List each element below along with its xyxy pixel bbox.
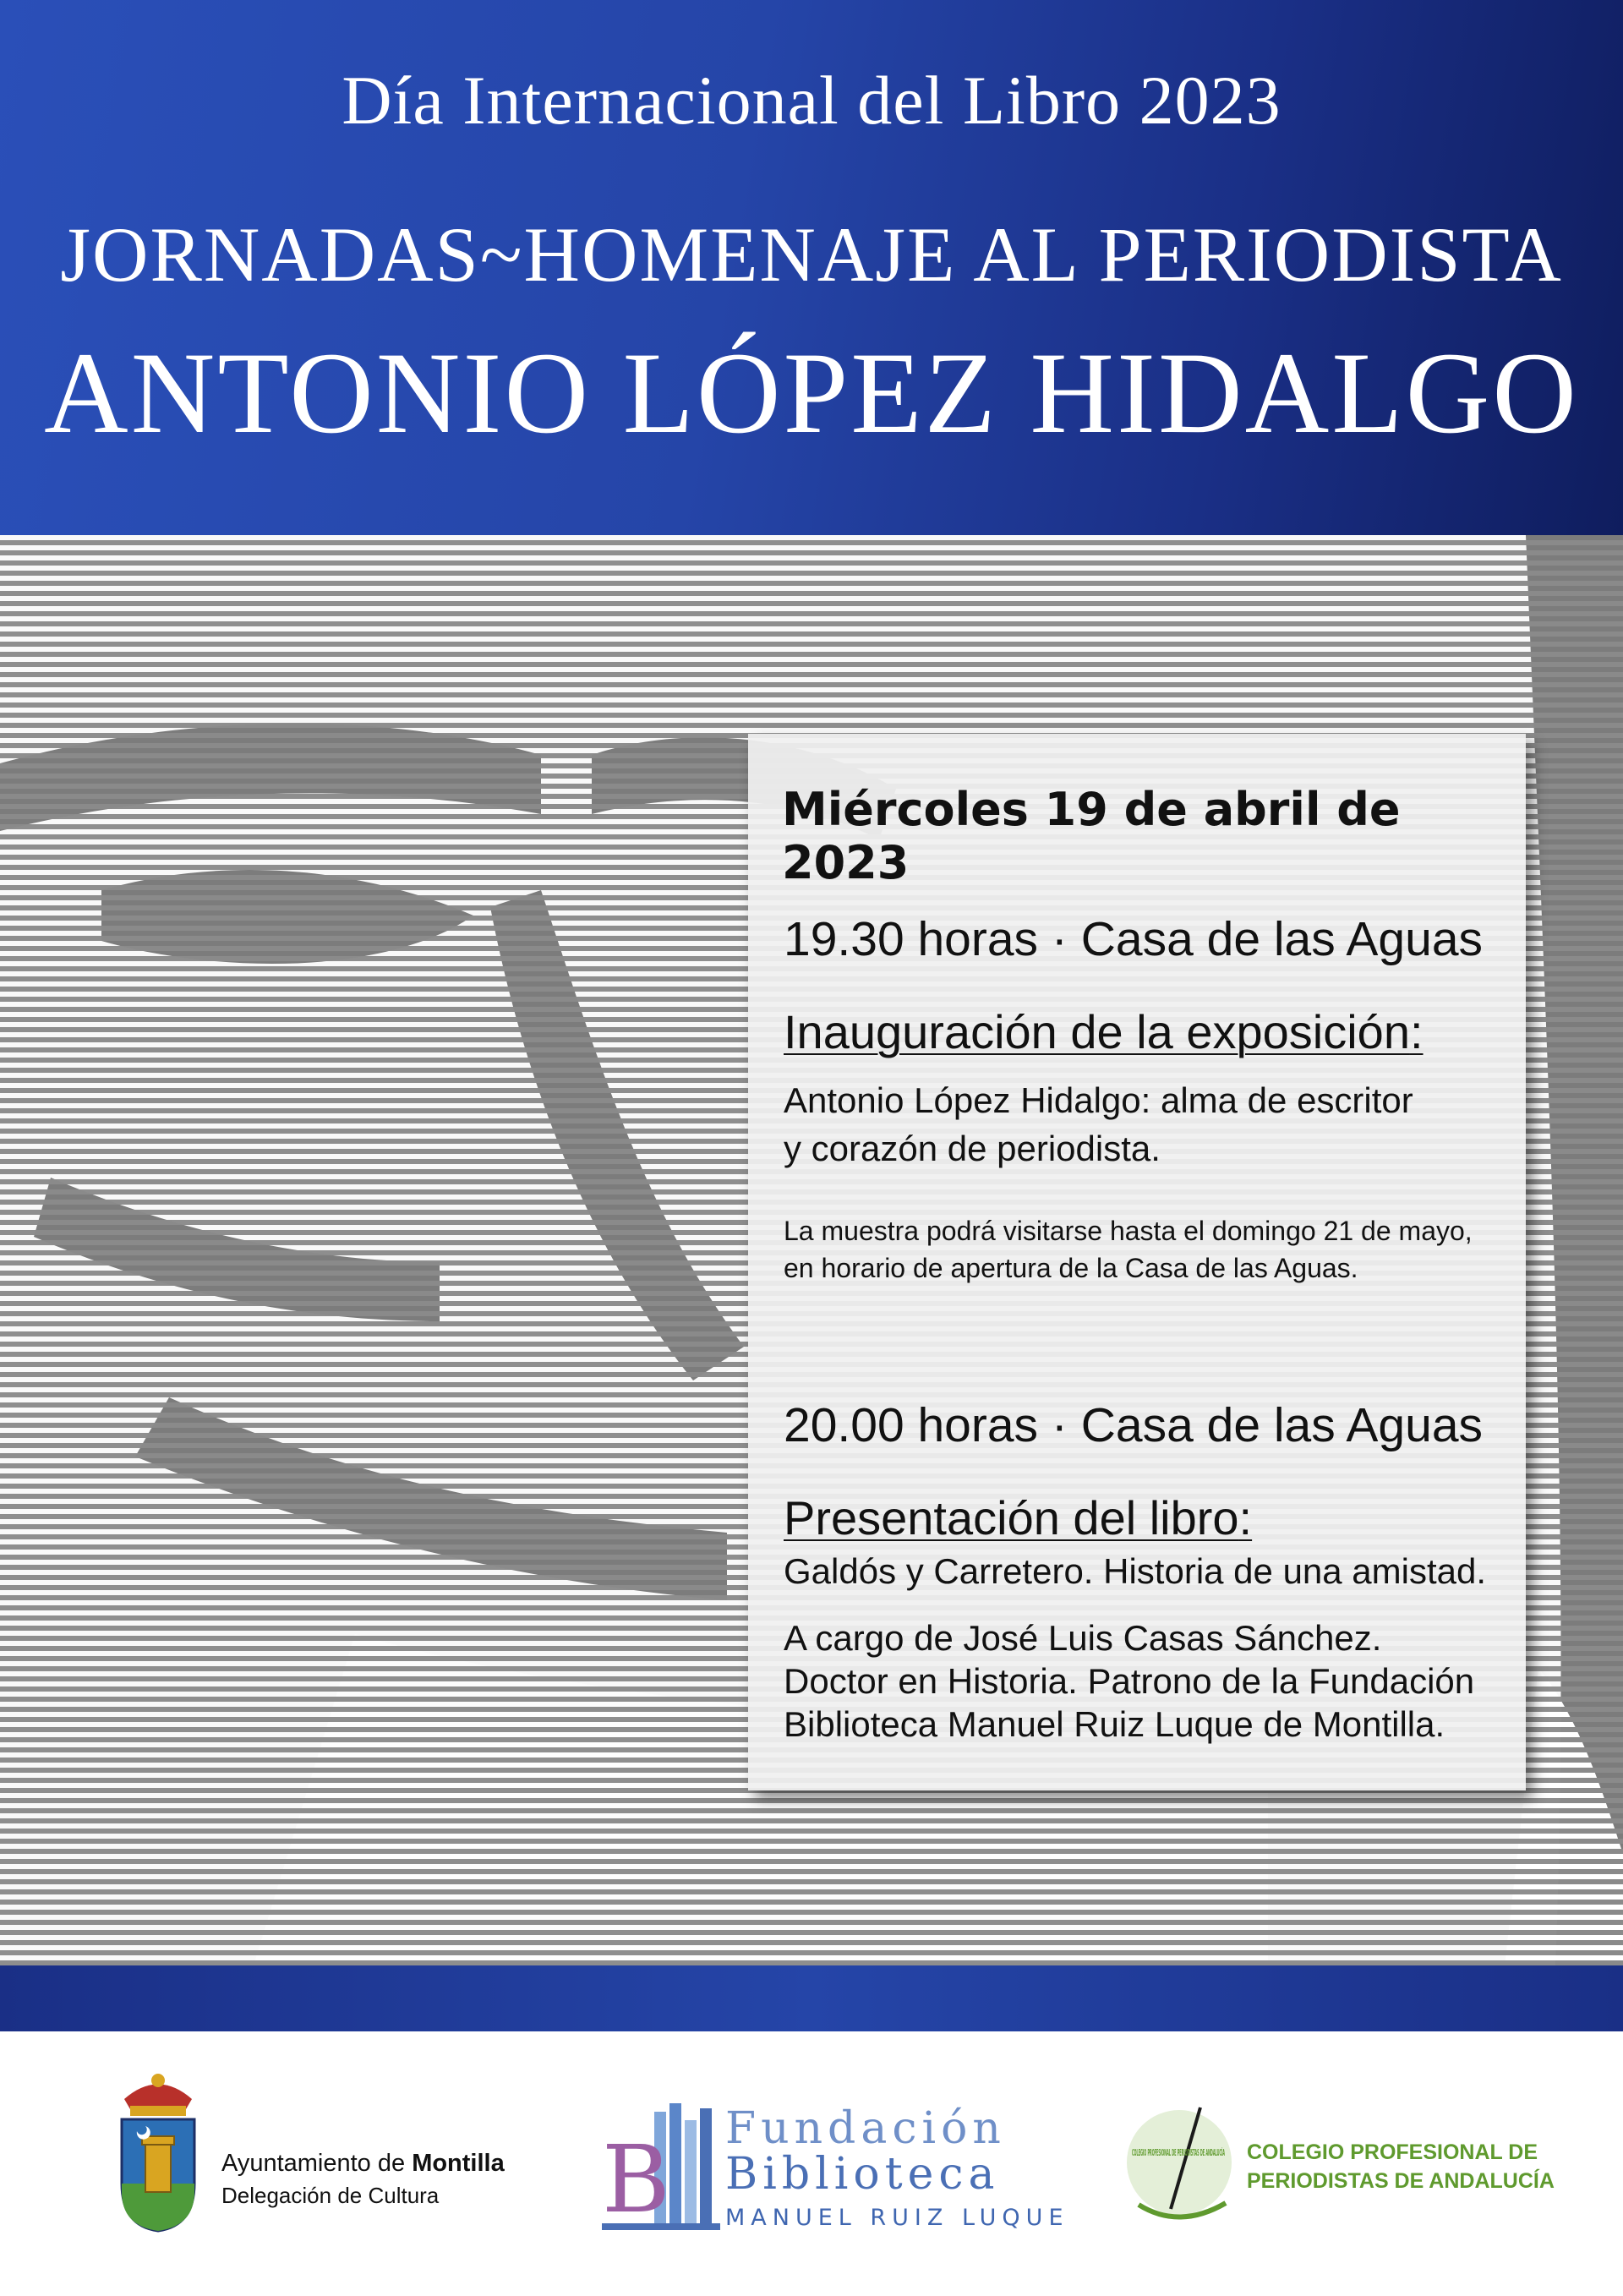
montilla-dept: Delegación de Cultura	[221, 2183, 440, 2208]
colegio-line2: PERIODISTAS DE ANDALUCÍA	[1247, 2169, 1555, 2193]
event-title: Día Internacional del Libro 2023	[342, 62, 1281, 139]
montilla-town: Montilla	[412, 2150, 505, 2177]
montilla-name	[221, 2150, 505, 2178]
footer-logos	[0, 2031, 1623, 2296]
event2-heading	[784, 1490, 1252, 1545]
colegio-line1: COLEGIO PROFESIONAL DE	[1247, 2140, 1538, 2164]
event2-line2: Doctor en Historia. Patrono de la Fundación	[784, 1661, 1475, 1701]
montilla-prefix: Ayuntamiento de	[221, 2150, 413, 2177]
fundacion-books-icon	[602, 2103, 724, 2234]
event1-note1: La muestra podrá visitarse hasta el domingo 21 de mayo,	[784, 1216, 1473, 1246]
event2-heading-colon: :	[1238, 1491, 1253, 1544]
fundacion-line2: Biblioteca	[725, 2149, 1000, 2200]
fundacion-line1: Fundación	[725, 2103, 1006, 2154]
montilla-text	[221, 2150, 505, 2209]
event-subtitle: JORNADAS~HOMENAJE AL PERIODISTA	[60, 211, 1563, 298]
montilla-coat-of-arms-icon	[112, 2065, 205, 2234]
colegio-pen-icon	[1120, 2103, 1238, 2226]
event-info-card	[748, 734, 1526, 1790]
honoree-name: ANTONIO LÓPEZ HIDALGO	[44, 328, 1579, 457]
event2-book-title: Galdós y Carretero. Historia de una amistad.	[784, 1551, 1487, 1591]
fundacion-text	[725, 2103, 1069, 2231]
fundacion-line3: MANUEL RUIZ LUQUE	[725, 2205, 1069, 2231]
event-date: Miércoles 19 de abril de 2023	[782, 783, 1401, 889]
bottom-strip	[0, 1965, 1623, 2031]
event1-time: 19.30 horas · Casa de las Aguas	[784, 912, 1484, 966]
colegio-text	[1247, 2138, 1555, 2195]
event1-line1: Antonio López Hidalgo: alma de escritor	[784, 1080, 1413, 1120]
event1-heading-colon: :	[1409, 1005, 1424, 1058]
event2-heading-text: Presentación del libro	[784, 1491, 1239, 1544]
event1-heading-text: Inauguración de la exposición	[784, 1005, 1410, 1058]
event2-time: 20.00 horas · Casa de las Aguas	[784, 1398, 1484, 1452]
event2-line3: Biblioteca Manuel Ruiz Luque de Montilla.	[784, 1704, 1445, 1744]
event1-heading	[784, 1004, 1424, 1059]
colegio-badge-text: COLEGIO PROFESIONAL DE PERIODISTAS DE ANDALUCÍA	[1132, 2147, 1226, 2158]
header-banner	[0, 0, 1623, 535]
event1-note2: en horario de apertura de la Casa de las Aguas.	[784, 1253, 1358, 1283]
event2-line1: A cargo de José Luis Casas Sánchez.	[784, 1618, 1382, 1658]
event1-line2: y corazón de periodista.	[784, 1129, 1161, 1168]
fundacion-initial: B	[602, 2125, 670, 2233]
